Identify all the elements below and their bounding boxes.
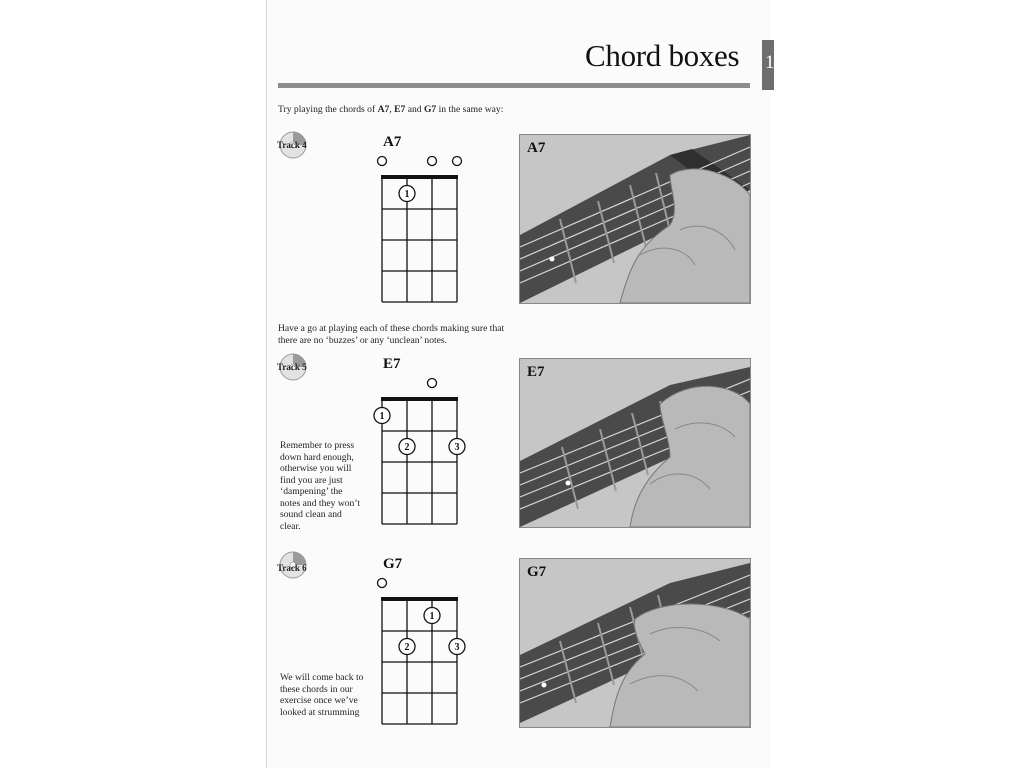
title-rule	[278, 83, 750, 88]
chord-diagram-e7	[370, 372, 470, 532]
nut-a7	[381, 175, 458, 179]
finger-dot-e7-3	[449, 439, 465, 455]
track-label-g7: Track 6	[277, 563, 307, 573]
open-string-marker-a7-4	[453, 157, 462, 166]
chord-diagram-g7	[370, 572, 470, 732]
page-number: 1	[765, 52, 774, 73]
svg-text:1: 1	[379, 411, 385, 422]
instruction-text: Have a go at playing each of these chords making sure that there are no ‘buzzes’ or any ‘unclean’ notes.	[278, 323, 505, 346]
svg-text:3: 3	[454, 642, 460, 653]
track-label-a7: Track 4	[277, 140, 307, 150]
finger-dot-e7-2	[399, 439, 415, 455]
chord-name-e7: E7	[383, 356, 401, 372]
open-string-marker-a7-1	[378, 157, 387, 166]
nut-e7	[381, 397, 458, 401]
svg-text:2: 2	[404, 642, 410, 653]
photo-label-a7: A7	[527, 140, 546, 156]
open-string-marker-e7-3	[428, 379, 437, 388]
finger-dot-g7-1	[424, 608, 440, 624]
intro-text: Try playing the chords of A7, E7 and G7 in the same way:	[278, 104, 504, 115]
chord-name-g7: G7	[383, 556, 403, 572]
finger-dot-a7-1	[399, 186, 415, 202]
chord-photo-e7	[519, 358, 751, 528]
fretboard-hand-image-g7	[520, 559, 750, 727]
svg-text:3: 3	[454, 442, 460, 453]
finger-dot-g7-2	[399, 639, 415, 655]
page-number-tab	[762, 40, 774, 90]
chord-photo-g7	[519, 558, 751, 728]
fretboard-hand-image-a7	[520, 135, 750, 303]
chord-name-a7: A7	[383, 134, 402, 150]
fretboard-hand-image-e7	[520, 359, 750, 527]
photo-label-g7: G7	[527, 564, 547, 580]
finger-dot-g7-3	[449, 639, 465, 655]
open-string-marker-g7-1	[378, 579, 387, 588]
open-string-marker-a7-3	[428, 157, 437, 166]
svg-text:1: 1	[429, 611, 435, 622]
track-label-e7: Track 5	[277, 362, 307, 372]
chord-diagram-a7	[370, 150, 470, 305]
note-come-back: We will come back to these chords in our exercise once we’ve looked at strumming	[280, 672, 364, 718]
nut-g7	[381, 597, 458, 601]
chord-photo-a7	[519, 134, 751, 304]
finger-dot-e7-1	[374, 408, 390, 424]
svg-text:2: 2	[404, 442, 410, 453]
svg-text:1: 1	[404, 189, 410, 200]
photo-label-e7: E7	[527, 364, 545, 380]
page-title: Chord boxes	[585, 38, 740, 73]
note-remember: Remember to press down hard enough, otherwise you will find you are just ‘dampening’ the notes and they won’t sound clean and clear.	[280, 440, 361, 532]
